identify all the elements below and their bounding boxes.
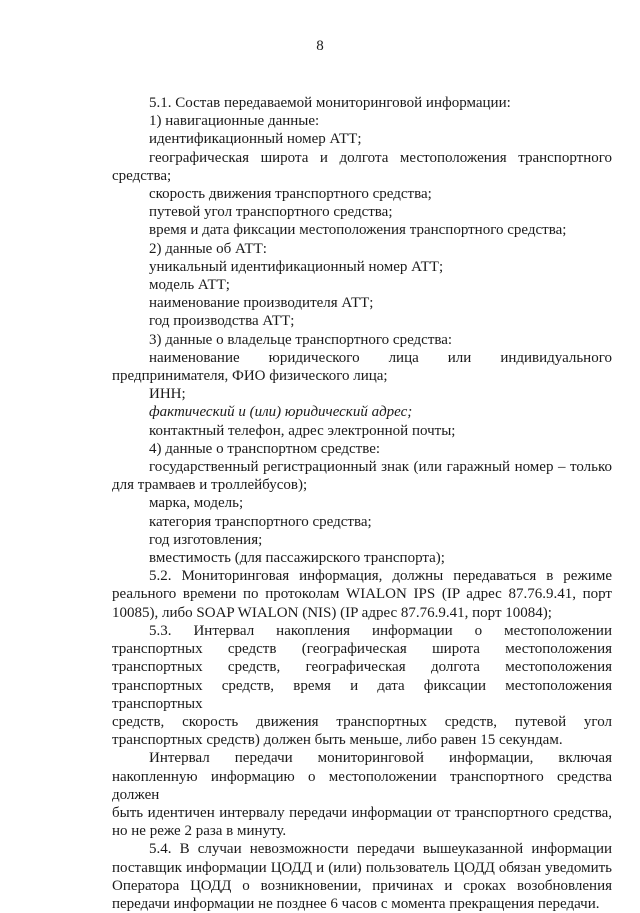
text-line: скорость движения транспортного средства; — [149, 186, 432, 203]
text-line: марка, модель; — [149, 495, 244, 512]
text-line: уникальный идентификационный номер АТТ; — [149, 258, 444, 275]
text-line: 5.4. В случаи невозможности передачи вышеуказанной информации — [149, 841, 612, 858]
text-line: 1) навигационные данные: — [149, 113, 320, 130]
text-line: транспортных средств) должен быть меньше, либо равен 15 секундам. — [112, 732, 563, 749]
text-line: транспортных средств, время и дата фиксации местоположения транспортных — [112, 677, 612, 712]
text-line: географическая широта и долгота местоположения транспортного — [149, 149, 612, 166]
text-line: поставщик информации ЦОДД и (или) пользователь ЦОДД обязан уведомить — [112, 859, 612, 876]
text-line: накопленную информацию о местоположении транспортного средства должен — [112, 768, 612, 803]
text-line: ИНН; — [149, 386, 186, 403]
text-line: быть идентичен интервалу передачи информации от транспортного средства, — [112, 804, 612, 821]
text-line: наименование юридического лица или индивидуального — [149, 349, 612, 366]
text-line: 2) данные об АТТ: — [149, 240, 267, 257]
text-line: идентификационный номер АТТ; — [149, 131, 362, 148]
text-line: транспортных средств (географическая широта местоположения — [112, 641, 612, 658]
text-line: год производства АТТ; — [149, 313, 295, 330]
text-line: предпринимателя, ФИО физического лица; — [112, 368, 388, 385]
text-line: вместимость (для пассажирского транспорта); — [149, 550, 445, 567]
text-line: 10085), либо SOAP WIALON (NIS) (IP адрес 87.76.9.41, порт 10084); — [112, 604, 552, 621]
text-line: передачи информации не позднее 6 часов с момента прекращения передачи. — [112, 895, 600, 912]
text-line: модель АТТ; — [149, 277, 230, 294]
text-line: но не реже 2 раза в минуту. — [112, 823, 287, 840]
text-line: 4) данные о транспортном средстве: — [149, 440, 381, 457]
text-line: 5.2. Мониторинговая информация, должны передаваться в режиме — [149, 568, 612, 585]
text-line: 5.3. Интервал накопления информации о местоположении — [149, 622, 612, 639]
document-body — [112, 94, 612, 913]
text-line: транспортных средств, географическая долгота местоположения — [112, 659, 612, 676]
text-line: контактный телефон, адрес электронной почты; — [149, 422, 456, 439]
text-line: фактический и (или) юридический адрес; — [149, 404, 413, 421]
text-line: наименование производителя АТТ; — [149, 295, 374, 312]
text-line: 3) данные о владельце транспортного средства: — [149, 331, 453, 348]
text-line: государственный регистрационный знак (или гаражный номер – только — [149, 459, 612, 476]
text-line: средств, скорость движения транспортных средств, путевой угол — [112, 713, 612, 730]
text-line: категория транспортного средства; — [149, 513, 372, 530]
text-line: реального времени по протоколам WIALON IPS (IP адрес 87.76.9.41, порт — [112, 586, 612, 603]
text-line: средства; — [112, 167, 172, 184]
text-line: год изготовления; — [149, 531, 263, 548]
text-line: путевой угол транспортного средства; — [149, 204, 393, 221]
text-line: Интервал передачи мониторинговой информации, включая — [149, 750, 612, 767]
text-line: время и дата фиксации местоположения транспортного средства; — [149, 222, 567, 239]
text-line: 5.1. Состав передаваемой мониторинговой информации: — [149, 95, 511, 111]
page-number: 8 — [316, 38, 324, 54]
text-line: Оператора ЦОДД о возникновении, причинах и сроках возобновления — [112, 877, 612, 894]
text-line: для трамваев и троллейбусов); — [112, 477, 308, 494]
